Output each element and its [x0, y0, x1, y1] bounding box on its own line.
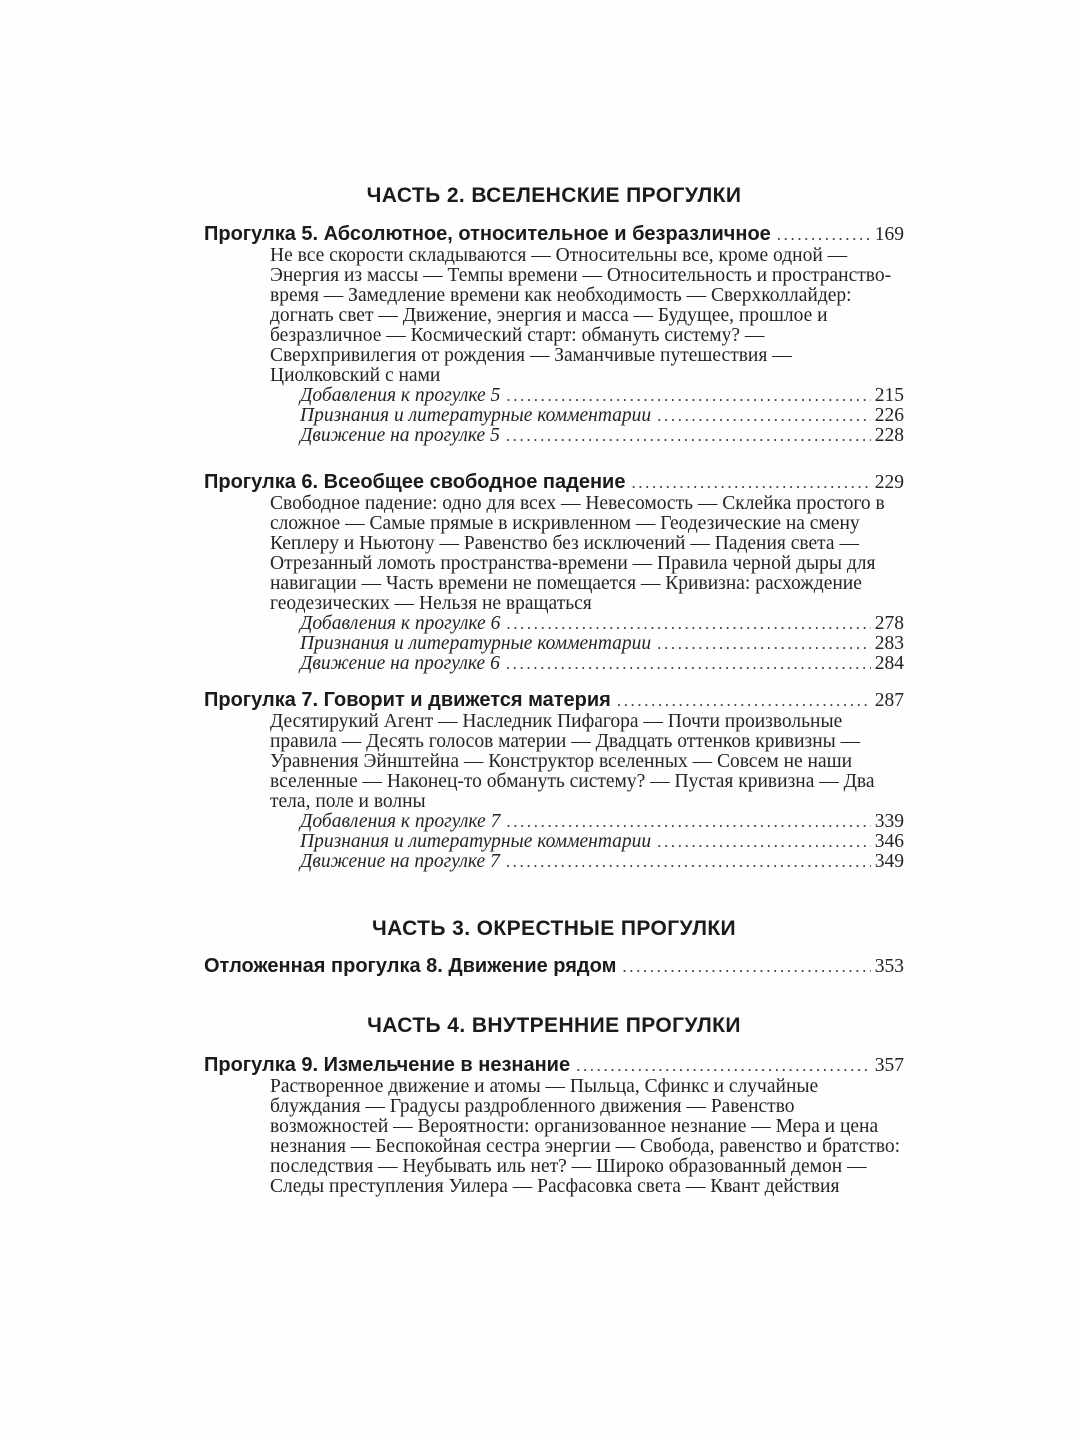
toc-subentry-line: [204, 654, 904, 674]
dot-leader: [506, 614, 870, 634]
page-number: 284: [874, 653, 904, 674]
page-number: 349: [874, 851, 904, 872]
toc-entry-description: Растворенное движение и атомы — Пыльца, Сфинкс и случайные блуждания — Градусы раздробленного движения — Равенство возможностей — Вероятности: организованное незнание — Мера и цена незнания — Беспокойная сестра энергии — Свобода, равенство и братство: последствия — Неубывать иль нет? — Широко образованный демон — Следы преступления Уилера — Расфасовка света — Квант действия: [270, 1076, 901, 1197]
part-heading: ЧАСТЬ 3. ОКРЕСТНЫЕ ПРОГУЛКИ: [371, 917, 737, 940]
page-number: 169: [874, 224, 904, 245]
toc-entry-line: [204, 689, 904, 712]
part-heading: ЧАСТЬ 4. ВНУТРЕННИЕ ПРОГУЛКИ: [367, 1014, 741, 1037]
toc-entry: [204, 689, 904, 872]
toc-subentry-line: [204, 386, 904, 406]
page-number: 357: [874, 1055, 904, 1076]
dot-leader: [657, 406, 871, 426]
toc-subentry-title: Признания и литературные комментарии: [300, 633, 652, 654]
toc-subentry-title: Движение на прогулке 7: [300, 851, 500, 872]
dot-leader: [506, 426, 871, 446]
dot-leader: [506, 812, 870, 832]
toc-entry-title: Прогулка 6. Всеобщее свободное падение: [204, 471, 626, 493]
page-number: 346: [874, 831, 904, 852]
table-of-contents: [204, 184, 904, 1197]
toc-entry-title: Прогулка 5. Абсолютное, относительное и безразличное: [204, 223, 771, 245]
toc-entry-line: [204, 955, 904, 978]
part-heading: ЧАСТЬ 2. ВСЕЛЕНСКИЕ ПРОГУЛКИ: [366, 184, 742, 207]
page-number: 228: [874, 425, 904, 446]
toc-subentry-line: [204, 614, 904, 634]
dot-leader: [777, 224, 871, 246]
toc-entry-line: [204, 471, 904, 494]
toc-subentry-title: Добавления к прогулке 7: [300, 811, 501, 832]
toc-entry-line: [204, 1054, 904, 1077]
toc-entry-description: Десятирукий Агент — Наследник Пифагора — Почти произвольные правила — Десять голосов материи — Двадцать оттенков кривизны — Уравнения Эйнштейна — Конструктор вселенных — Совсем не наши вселенные — Наконец-то обмануть систему? — Пустая кривизна — Два тела, поле и волны: [270, 711, 875, 812]
dot-leader: [657, 634, 871, 654]
page-number: 226: [874, 405, 904, 426]
dot-leader: [631, 472, 870, 494]
toc-subentry-line: [204, 426, 904, 446]
dot-leader: [506, 386, 870, 406]
toc-entry-title: Прогулка 7. Говорит и движется материя: [204, 689, 611, 711]
page-number: 283: [874, 633, 904, 654]
toc-entry-title: Прогулка 9. Измельчение в незнание: [204, 1054, 571, 1076]
page-number: 353: [874, 956, 904, 977]
toc-subentry-line: [204, 634, 904, 654]
page-number: 278: [874, 613, 904, 634]
dot-leader: [506, 654, 871, 674]
toc-subentry-line: [204, 406, 904, 426]
toc-subentry-line: [204, 812, 904, 832]
toc-subentry-line: [204, 832, 904, 852]
toc-entry: [204, 471, 904, 674]
toc-subentry-title: Движение на прогулке 6: [300, 653, 500, 674]
dot-leader: [576, 1055, 871, 1077]
dot-leader: [622, 956, 870, 978]
toc-entry: [204, 223, 904, 446]
page-number: 229: [874, 472, 904, 493]
toc-subentry-title: Добавления к прогулке 6: [300, 613, 501, 634]
toc-entry-description: Свободное падение: одно для всех — Невесомость — Склейка простого в сложное — Самые прямые в искривленном — Геодезические на смену Кеплеру и Ньютону — Равенство без исключений — Падения света — Отрезанный ломоть пространства-времени — Правила черной дыры для навигации — Часть времени не помещается — Кривизна: расхождение геодезических — Нельзя не вращаться: [270, 493, 885, 614]
toc-subentry-title: Добавления к прогулке 5: [300, 385, 501, 406]
dot-leader: [617, 690, 871, 712]
toc-entry: [204, 955, 904, 978]
dot-leader: [506, 852, 871, 872]
dot-leader: [657, 832, 871, 852]
toc-entry: [204, 1054, 904, 1197]
page-number: 287: [874, 690, 904, 711]
page-number: 215: [874, 385, 904, 406]
toc-entry-title: Отложенная прогулка 8. Движение рядом: [204, 955, 617, 977]
toc-subentry-title: Признания и литературные комментарии: [300, 831, 652, 852]
toc-subentry-title: Движение на прогулке 5: [300, 425, 500, 446]
toc-entry-description: Не все скорости складываются — Относительны все, кроме одной — Энергия из массы — Темпы времени — Относительность и пространство-время — Замедление времени как необходимость — Сверхколлайдер: догнать свет — Движение, энергия и масса — Будущее, прошлое и безразличное — Космический старт: обмануть систему? — Сверхпривилегия от рождения — Заманчивые путешествия — Циолковский с нами: [270, 245, 892, 386]
toc-subentry-line: [204, 852, 904, 872]
toc-entry-line: [204, 223, 904, 246]
page-number: 339: [874, 811, 904, 832]
toc-subentry-title: Признания и литературные комментарии: [300, 405, 652, 426]
